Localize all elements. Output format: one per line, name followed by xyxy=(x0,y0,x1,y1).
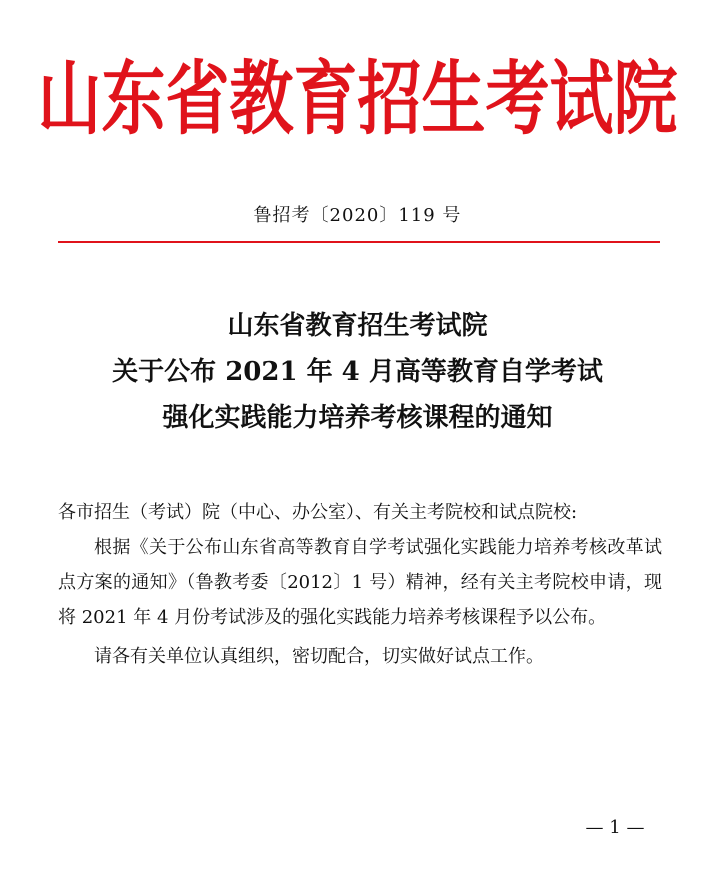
issuer-masthead: 山东省教育招生考试院 xyxy=(37,53,678,147)
title-line-topic: 强化实践能力培养考核课程的通知 xyxy=(162,403,553,433)
red-divider-line xyxy=(58,241,660,243)
page-number: — 1 — xyxy=(585,817,645,838)
notice-title xyxy=(0,303,715,441)
salutation: 各市招生（考试）院（中心、办公室）、有关主考院校和试点院校: xyxy=(58,502,578,523)
title-line-subject: 关于公布 2021 年 4 月高等教育自学考试 xyxy=(112,357,603,387)
document-number: 鲁招考〔2020〕119 号 xyxy=(253,205,462,226)
notice-body xyxy=(58,495,662,678)
body-paragraph-request: 请各有关单位认真组织，密切配合，切实做好试点工作。 xyxy=(94,646,544,667)
title-line-issuer: 山东省教育招生考试院 xyxy=(227,311,488,341)
body-paragraph-basis: 根据《关于公布山东省高等教育自学考试强化实践能力培养考核改革试点方案的通知》（鲁教考委〔2012〕1 号）精神，经有关主考院校申请，现将 2021 年 4 月份考试涉及的强化实践能力培养考核课程予以公布。 xyxy=(58,537,662,628)
